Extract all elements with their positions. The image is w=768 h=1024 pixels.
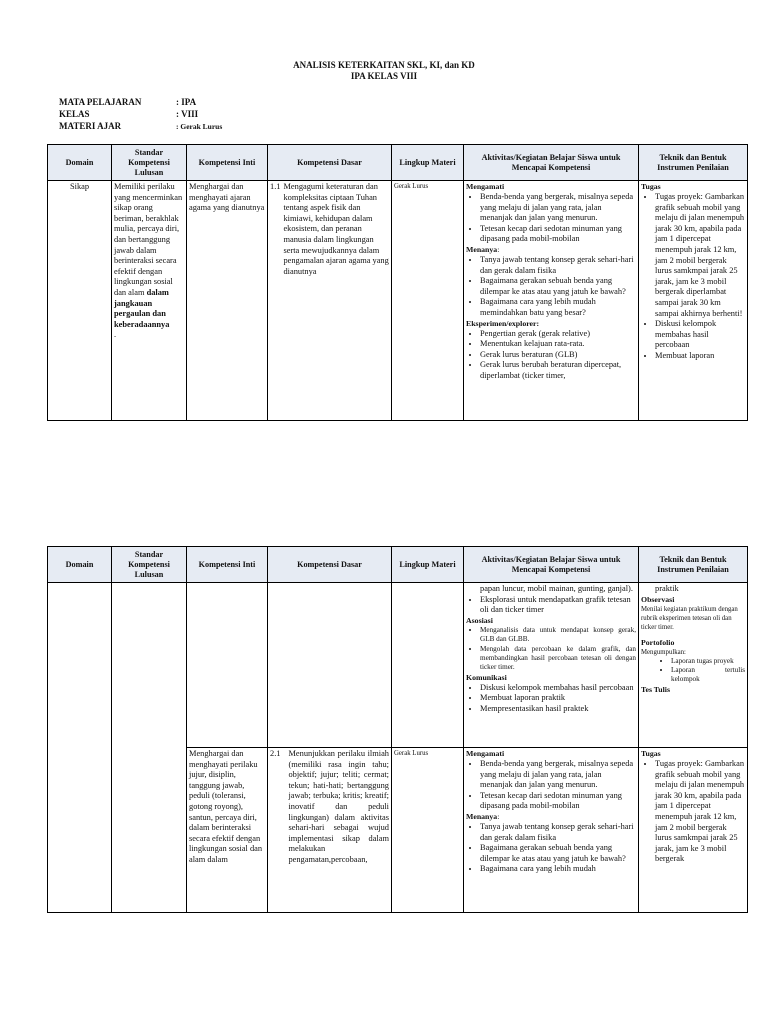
list-item: • Benda-benda yang bergerak, misalnya sepeda yang melaju di jalan yang rata, jalan menanjak dan jalan yang menurun. <box>480 192 636 224</box>
header-kd: Kompetensi Dasar <box>268 145 392 181</box>
skl-tail: . <box>114 330 117 340</box>
penilaian-continuation: praktik <box>655 584 679 593</box>
header-lingkup: Lingkup Materi <box>392 145 464 181</box>
eksperimen-heading: Eksperimen/explorer: <box>466 318 540 328</box>
list-item: • Mengolah data percobaan ke dalam grafik, dan membandingkan hasil percobaan tetesan oli dengan ticker timer. <box>480 645 636 673</box>
header-penilaian: Teknik dan Bentuk Instrumen Penilaian <box>639 145 748 181</box>
domain-cell <box>48 583 112 913</box>
list-item: • Membuat laporan <box>655 351 745 362</box>
meta-value: : IPA <box>176 97 197 107</box>
list-item: • Bagaimana gerakan sebuah benda yang dilempar ke atas atau yang jatuh ke bawah? <box>480 276 636 297</box>
header-skl: Standar Kompetensi Lulusan <box>112 145 187 181</box>
komunikasi-list <box>466 683 636 715</box>
header-ki: Kompetensi Inti <box>187 145 268 181</box>
header-domain: Domain <box>48 145 112 181</box>
meta-value: : VIII <box>176 109 199 119</box>
meta-label: MATERI AJAR <box>59 121 122 131</box>
kd-text: Mengagumi keteraturan dan kompleksitas ciptaan Tuhan tentang aspek fisik dan kimiawi, kehidupan dalam ekosistem, dan peranan manusia dalam lingkungan serta mewujudkannya dalam pengamalan ajaran agama yang dianutnya <box>283 182 389 276</box>
eksperimen-list <box>466 329 636 382</box>
aktivitas-cell <box>464 748 639 913</box>
skl-text: Memiliki perilaku yang mencerminkan sikap orang beriman, berakhlak mulia, percaya diri, dan bertanggung jawab dalam berinteraksi secara efektif dengan lingkungan sosial dan alam <box>114 182 183 297</box>
tugas-list <box>641 759 745 865</box>
list-item: • Bagaimana cara yang lebih mudah <box>480 864 636 875</box>
list-item: • Pengertian gerak (gerak relative) <box>480 329 636 340</box>
list-item: • Diskusi kelompok membahas hasil percobaan <box>655 319 745 351</box>
menanya-colon: : <box>497 811 500 821</box>
aktivitas-cell <box>464 181 639 421</box>
list-item: • Laporan tugas proyek <box>671 657 745 666</box>
table-row <box>48 583 748 748</box>
penilaian-cell <box>639 748 748 913</box>
mengamati-heading: Mengamati <box>466 182 505 191</box>
mengamati-list <box>466 192 636 245</box>
list-item: • Menentukan kelajuan rata-rata. <box>480 339 636 350</box>
header-skl: Standar Kompetensi Lulusan <box>112 547 187 583</box>
list-item: • Mempresentasikan hasil praktek <box>480 704 636 715</box>
lingkup-cell: Gerak Lurus <box>392 181 464 421</box>
list-item: • Eksplorasi untuk mendapatkan grafik tetesan oli dan ticker timer <box>480 595 636 616</box>
tugas-heading: Tugas <box>641 182 661 191</box>
list-item: • Menganalisis data untuk mendapat konsep gerak, GLB dan GLBB. <box>480 626 636 645</box>
list-item: • Tanya jawab tentang konsep gerak sehari-hari dan gerak dalam fisika <box>480 255 636 276</box>
komunikasi-heading: Komunikasi <box>466 672 507 682</box>
list-item: • Bagaimana gerakan sebuah benda yang dilempar ke atas atau yang jatuh ke bawah? <box>480 843 636 864</box>
meta-value: : Gerak Lurus <box>176 122 223 131</box>
document-title: ANALISIS KETERKAITAN SKL, KI, dan KD <box>293 60 475 70</box>
lingkup-cell: Gerak Lurus <box>392 748 464 913</box>
menanya-list <box>466 822 636 875</box>
document-subtitle: IPA KELAS VIII <box>350 71 418 81</box>
penilaian-cell <box>639 181 748 421</box>
kd-number: 2.1 <box>270 749 281 758</box>
list-item: • Gerak lurus berubah beraturan dipercepat, diperlambat (ticker timer, <box>480 360 636 381</box>
menanya-colon: : <box>497 244 500 254</box>
list-item: • Bagaimana cara yang lebih mudah memindahkan batu yang besar? <box>480 297 636 318</box>
skl-bold-text: dalam jangkauan pergaulan dan keberadaannya <box>114 287 170 329</box>
portofolio-heading: Portofolio <box>641 637 675 647</box>
header-aktivitas: Aktivitas/Kegiatan Belajar Siswa untuk Mencapai Kompetensi <box>464 547 639 583</box>
header-ki: Kompetensi Inti <box>187 547 268 583</box>
observasi-heading: Observasi <box>641 594 675 604</box>
kd-number: 1.1 <box>270 182 281 191</box>
menanya-heading <box>466 812 636 822</box>
menanya-label: Menanya <box>466 811 498 821</box>
table-header-row <box>48 547 748 583</box>
asosiasi-heading: Asosiasi <box>466 615 493 625</box>
portofolio-list <box>641 657 745 685</box>
mengumpulkan-label: Mengumpulkan: <box>641 648 686 656</box>
list-item: • Gerak lurus beraturan (GLB) <box>480 350 636 361</box>
table-row <box>48 181 748 421</box>
meta-materi-ajar <box>59 121 222 132</box>
header-aktivitas: Aktivitas/Kegiatan Belajar Siswa untuk Mencapai Kompetensi <box>464 145 639 181</box>
list-item: • Tetesan kecap dari sedotan minuman yang dipasang pada mobil-mobilan <box>480 791 636 812</box>
asosiasi-list <box>466 626 636 673</box>
tugas-list <box>641 192 745 362</box>
list-item: • Benda-benda yang bergerak, misalnya sepeda yang melaju di jalan yang rata, jalan menanjak dan jalan yang menurun. <box>480 759 636 791</box>
list-item: • Tetesan kecap dari sedotan minuman yang dipasang pada mobil-mobilan <box>480 224 636 245</box>
domain-cell: Sikap <box>48 181 112 421</box>
ki-cell: Menghargai dan menghayati ajaran agama yang dianutnya <box>187 181 268 421</box>
eksplorasi-list <box>466 595 636 616</box>
kd-cell <box>268 583 392 748</box>
skl-cell <box>112 583 187 913</box>
penilaian-cell <box>639 583 748 748</box>
header-penilaian: Teknik dan Bentuk Instrumen Penilaian <box>639 547 748 583</box>
menanya-label: Menanya <box>466 244 498 254</box>
header-domain: Domain <box>48 547 112 583</box>
list-item: • Laporan tertulis kelompok <box>671 666 745 685</box>
tugas-heading: Tugas <box>641 749 661 758</box>
table-header-row <box>48 145 748 181</box>
ki-cell <box>187 583 268 748</box>
analysis-table-2 <box>47 546 748 913</box>
ki-cell: Menghargai dan menghayati perilaku jujur, disiplin, tanggung jawab, peduli (toleransi, gotong royong), santun, percaya diri, dalam berinteraksi secara efektif dengan lingkungan sosial dan alam dalam <box>187 748 268 913</box>
header-lingkup: Lingkup Materi <box>392 547 464 583</box>
meta-label: KELAS <box>59 109 90 119</box>
mengamati-list <box>466 759 636 812</box>
mengamati-heading: Mengamati <box>466 749 505 758</box>
skl-cell <box>112 181 187 421</box>
list-item: • Tugas proyek: Gambarkan grafik sebuah mobil yang melaju di jalan menempuh jarak 30 km, apabila pada jam 1 dipercepat menempuh jarak 12 km, jam 2 mobil bergerak lurus samkmpai jarak 25 jarak, jam ke 3 mobil bergerak diperlambat sampai jarak 30 km sampai akhirnya berhenti! <box>655 192 745 319</box>
meta-mata-pelajaran <box>59 97 196 108</box>
aktivitas-cell <box>464 583 639 748</box>
menanya-list <box>466 255 636 319</box>
menanya-heading <box>466 245 636 255</box>
observasi-text: Menilai kegiatan praktikum dengan rubrik eksperimen tetesan oli dan ticker timer. <box>641 605 738 631</box>
tes-tulis-heading: Tes Tulis <box>641 684 670 694</box>
header-kd: Kompetensi Dasar <box>268 547 392 583</box>
meta-kelas <box>59 109 198 120</box>
kd-cell <box>268 748 392 913</box>
kd-cell <box>268 181 392 421</box>
list-item: • Membuat laporan praktik <box>480 693 636 704</box>
list-item: • Tanya jawab tentang konsep gerak sehari-hari dan gerak dalam fisika <box>480 822 636 843</box>
kd-text: Menunjukkan perilaku ilmiah (memiliki rasa ingin tahu; objektif; jujur; teliti; cermat; tekun; hati-hati; bertanggung jawab; terbuka; kritis; kreatif; inovatif dan peduli lingkungan) dalam aktivitas sehari-hari sebagai wujud implementasi sikap dalam melakukan pengamatan,percobaan, <box>288 749 389 864</box>
lingkup-cell <box>392 583 464 748</box>
analysis-table-1 <box>47 144 748 421</box>
list-item: • Diskusi kelompok membahas hasil percobaan <box>480 683 636 694</box>
aktivitas-continuation: papan luncur, mobil mainan, gunting, ganjal). <box>480 584 633 593</box>
meta-label: MATA PELAJARAN <box>59 97 142 107</box>
list-item: • Tugas proyek: Gambarkan grafik sebuah mobil yang melaju di jalan menempuh jarak 30 km, apabila pada jam 1 dipercepat menempuh jarak 12 km, jam 2 mobil bergerak lurus samkmpai jarak 25 jarak, jam ke 3 mobil bergerak <box>655 759 745 865</box>
